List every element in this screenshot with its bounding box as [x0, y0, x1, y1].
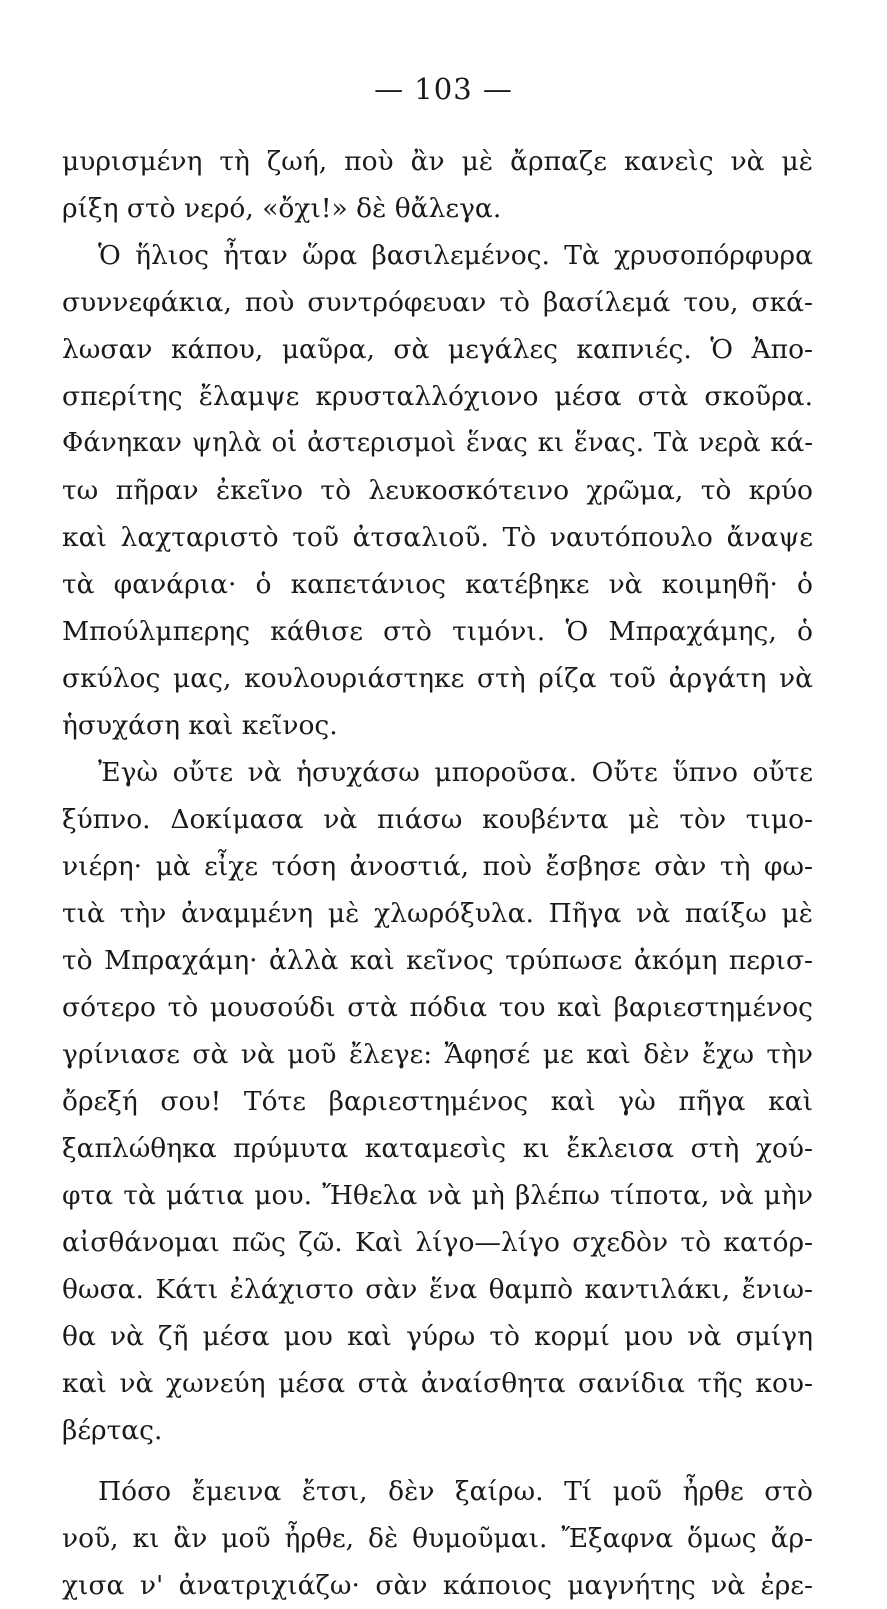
- text-line: αἰσθάνομαι πῶς ζῶ. Καὶ λίγο—λίγο σχεδὸν τὸ κατόρ-: [62, 1227, 813, 1258]
- text-line: καὶ λαχταριστὸ τοῦ ἀτσαλιοῦ. Τὸ ναυτόπουλο ἄναψε: [62, 522, 813, 553]
- text-line: βέρτας.: [62, 1415, 163, 1446]
- text-line: φτα τὰ μάτια μου. Ἤθελα νὰ μὴ βλέπω τίποτα, νὰ μὴν: [62, 1180, 813, 1211]
- text-line: νιέρη· μὰ εἶχε τόση ἀνοστιά, ποὺ ἔσβησε σὰν τὴ φω-: [62, 851, 813, 882]
- text-line: καὶ νὰ χωνεύη μέσα στὰ ἀναίσθητα σανίδια τῆς κου-: [62, 1368, 813, 1399]
- text-line: ξαπλώθηκα πρύμυτα καταμεσὶς κι ἔκλεισα στὴ χού-: [62, 1133, 813, 1164]
- text-line: θωσα. Κάτι ἐλάχιστο σὰν ἕνα θαμπὸ καντιλάκι, ἔνιω-: [62, 1274, 813, 1305]
- text-line: Πόσο ἔμεινα ἔτσι, δὲν ξαίρω. Τί μοῦ ἦρθε στὸ: [98, 1476, 813, 1507]
- text-line: σότερο τὸ μουσούδι στὰ πόδια του καὶ βαριεστημένος: [62, 992, 813, 1023]
- text-line: ρίξη στὸ νερό, «ὄχι!» δὲ θἄλεγα.: [62, 193, 502, 224]
- text-line: ἡσυχάση καὶ κεῖνος.: [62, 710, 338, 741]
- text-line: χισα ν' ἀνατριχιάζω· σὰν κάποιος μαγνήτης νὰ ἐρε-: [62, 1570, 813, 1601]
- text-line: θα νὰ ζῆ μέσα μου καὶ γύρω τὸ κορμί μου νὰ σμίγη: [62, 1321, 813, 1352]
- text-line: Μπούλμπερης κάθισε στὸ τιμόνι. Ὁ Μπραχάμης, ὁ: [62, 616, 813, 647]
- text-line: ξύπνο. Δοκίμασα νὰ πιάσω κουβέντα μὲ τὸν τιμο-: [62, 804, 813, 835]
- text-line: σπερίτης ἔλαμψε κρυσταλλόχιονο μέσα στὰ σκοῦρα.: [62, 381, 813, 412]
- text-line: Ὁ ἥλιος ἦταν ὥρα βασιλεμένος. Τὰ χρυσοπόρφυρα: [98, 240, 813, 271]
- page-number: — 103 —: [374, 72, 513, 106]
- text-line: Φάνηκαν ψηλὰ οἱ ἀστερισμοὶ ἕνας κι ἕνας. Τὰ νερὰ κά-: [62, 428, 813, 458]
- text-line: σκύλος μας, κουλουριάστηκε στὴ ρίζα τοῦ ἀργάτη νὰ: [62, 663, 813, 694]
- text-line: τω πῆραν ἐκεῖνο τὸ λευκοσκότεινο χρῶμα, τὸ κρύο: [62, 475, 813, 506]
- text-line: γρίνιασε σὰ νὰ μοῦ ἔλεγε: Ἄφησέ με καὶ δὲν ἔχω τὴν: [62, 1039, 813, 1070]
- text-line: ὄρεξή σου! Τότε βαριεστημένος καὶ γὼ πῆγα καὶ: [62, 1086, 813, 1117]
- body-text: [62, 138, 813, 1609]
- text-line: τὰ φανάρια· ὁ καπετάνιος κατέβηκε νὰ κοιμηθῆ· ὁ: [62, 569, 813, 600]
- text-line: Ἐγὼ οὔτε νὰ ἡσυχάσω μποροῦσα. Οὔτε ὕπνο οὔτε: [98, 757, 813, 788]
- text-line: τιὰ τὴν ἀναμμένη μὲ χλωρόξυλα. Πῆγα νὰ παίξω μὲ: [62, 898, 813, 929]
- text-line: μυρισμένη τὴ ζωή, ποὺ ἂν μὲ ἄρπαζε κανεὶς νὰ μὲ: [62, 146, 813, 177]
- text-line: τὸ Μπραχάμη· ἀλλὰ καὶ κεῖνος τρύπωσε ἀκόμη περισ-: [62, 945, 813, 976]
- text-line: νοῦ, κι ἂν μοῦ ἦρθε, δὲ θυμοῦμαι. Ἔξαφνα ὅμως ἄρ-: [62, 1523, 813, 1554]
- paragraph-gap: [62, 1454, 813, 1468]
- text-line: λωσαν κάπου, μαῦρα, σὰ μεγάλες καπνιές. Ὁ Ἀπο-: [62, 334, 813, 365]
- text-line: συννεφάκια, ποὺ συντρόφευαν τὸ βασίλεμά του, σκά-: [62, 287, 813, 318]
